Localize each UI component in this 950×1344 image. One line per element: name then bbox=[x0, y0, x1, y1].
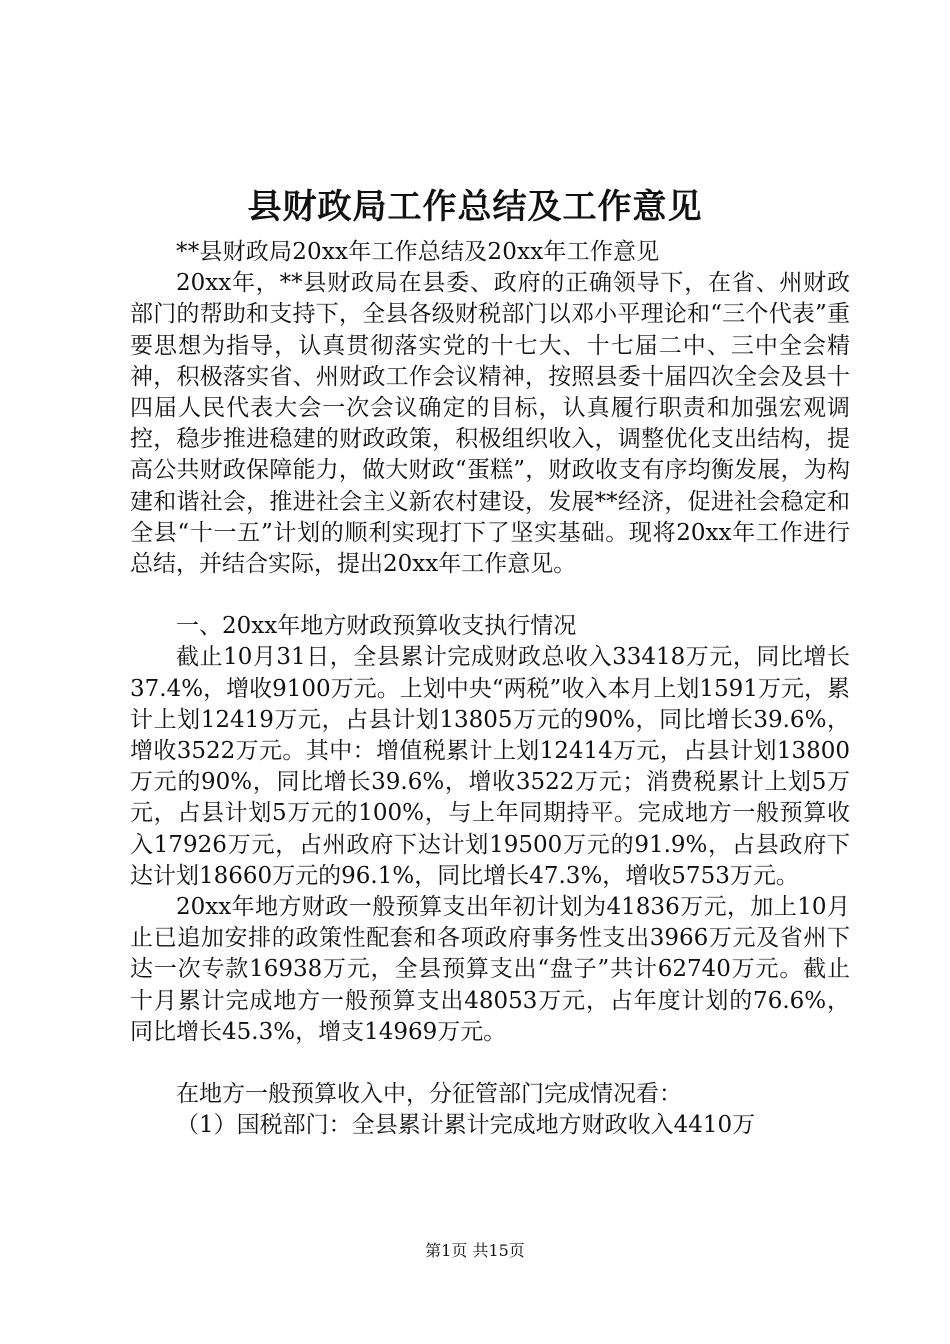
national-tax-paragraph: （1）国税部门：全县累计累计完成地方财政收入4410万 bbox=[176, 1112, 756, 1139]
document-body bbox=[130, 237, 850, 1141]
expenditure-paragraph: 20xx年地方财政一般预算支出年初计划为41836万元，加上10月止已追加安排的政策性配套和各项政府事务性支出3966万元及省州下达一次专款16938万元，全县预算支出“盘子”共计62740万元。截止十月累计完成地方一般预算支出48053万元，占年度计划的76.6%，同比增长45.3%，增支14969万元。 bbox=[130, 894, 850, 1045]
document-title: 县财政局工作总结及工作意见 bbox=[247, 187, 703, 227]
department-intro-paragraph: 在地方一般预算收入中，分征管部门完成情况看： bbox=[176, 1081, 682, 1108]
revenue-paragraph: 截止10月31日，全县累计完成财政总收入33418万元，同比增长37.4%，增收9100万元。上划中央“两税”收入本月上划1591万元，累计上划12419万元，占县计划13805万元的90%，同比增长39.6%，增收3522万元。其中：增值税累计上划12414万元，占县计划13800万元的90%，同比增长39.6%，增收3522万元；消费税累计上划5万元，占县计划5万元的100%，与上年同期持平。完成地方一般预算收入17926万元，占州政府下达计划19500万元的91.9%，占县政府下达计划18660万元的96.1%，同比增长47.3%，增收5753万元。 bbox=[130, 644, 850, 889]
paragraph-gap bbox=[130, 1048, 850, 1079]
intro-paragraph: 20xx年，**县财政局在县委、政府的正确领导下，在省、州财政部门的帮助和支持下，全县各级财税部门以邓小平理论和“三个代表”重要思想为指导，认真贯彻落实党的十七大、十七届二中、三中全会精神，积极落实省、州财政工作会议精神，按照县委十届四次全会及县十四届人民代表大会一次会议确定的目标，认真履行职责和加强宏观调控，稳步推进稳建的财政政策，积极组织收入，调整优化支出结构，提高公共财政保障能力，做大财政“蛋糕”，财政收支有序均衡发展，为构建和谐社会，推进社会主义新农村建设，发展**经济，促进社会稳定和全县“十一五”计划的顺利实现打下了坚实基础。现将20xx年工作进行总结，并结合实际，提出20xx年工作意见。 bbox=[130, 270, 850, 578]
section-heading: 一、20xx年地方财政预算收支执行情况 bbox=[176, 613, 577, 640]
document-subtitle: **县财政局20xx年工作总结及20xx年工作意见 bbox=[176, 239, 660, 265]
paragraph-gap bbox=[130, 580, 850, 611]
page-number: 第1页 共15页 bbox=[425, 1241, 525, 1260]
